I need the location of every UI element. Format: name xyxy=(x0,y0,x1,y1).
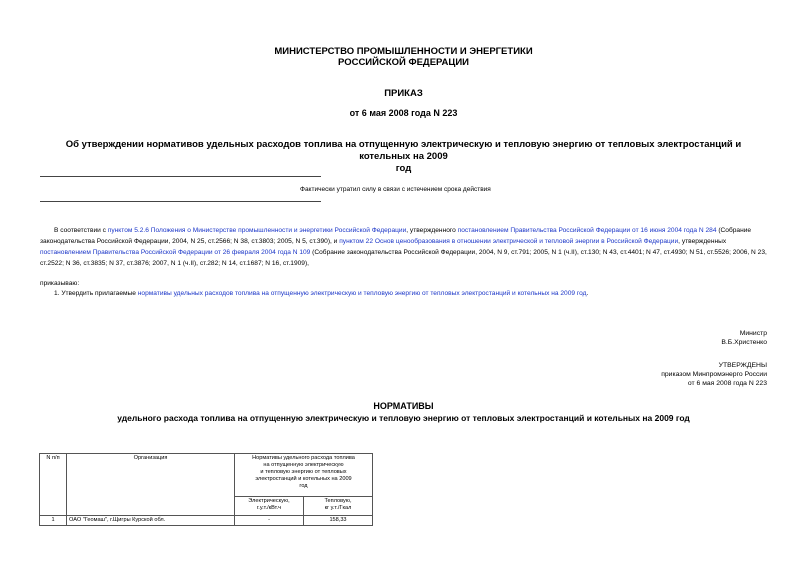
header-heat xyxy=(304,497,373,516)
link-regulation-clause[interactable]: пунктом 5.2.6 Положения о Министерстве промышленности и энергетики Российской Федерации xyxy=(107,227,407,234)
link-norms-appendix[interactable]: нормативы удельных расходов топлива на отпущенную электрическую и тепловую энергию от тепловых электростанций и котельных на 2009 год xyxy=(137,290,587,297)
preamble-text-1: В соответствии с xyxy=(54,227,108,234)
header-number: N п/п xyxy=(40,454,67,516)
order-item-1 xyxy=(54,288,768,299)
norms-table xyxy=(39,453,373,526)
header-organization: Организация xyxy=(67,454,235,516)
link-government-decree-109[interactable]: постановлением Правительства Российской Федерации от 26 февраля 2004 года N 109 xyxy=(40,249,311,256)
signer-position: Министр xyxy=(739,330,767,337)
item1-text-2: . xyxy=(586,290,589,297)
signature-block xyxy=(721,329,767,347)
norms-title: НОРМАТИВЫ xyxy=(373,401,434,411)
link-pricing-basics-clause[interactable]: пунктом 22 Основ ценообразования в отношении электрической и тепловой энергии в Российской Федерации xyxy=(339,238,679,245)
order-date: от 6 мая 2008 года N 223 xyxy=(349,108,458,118)
preamble-text-2: , утвержденного xyxy=(406,227,458,234)
ministry-line-1: МИНИСТЕРСТВО ПРОМЫШЛЕННОСТИ И ЭНЕРГЕТИКИ xyxy=(274,46,533,57)
cell-number: 1 xyxy=(40,516,67,526)
item1-text-1: 1. Утвердить прилагаемые xyxy=(54,290,138,297)
header-norms xyxy=(235,454,373,497)
table-row xyxy=(40,516,373,526)
divider-bottom xyxy=(40,201,321,202)
header-electric xyxy=(235,497,304,516)
header-heat-line-2: кг у.т./Гкал xyxy=(324,505,352,511)
approval-line-3: от 6 мая 2008 года N 223 xyxy=(687,380,767,387)
document-title xyxy=(40,139,767,175)
title-line-1: Об утверждении нормативов удельных расходов топлива на отпущенную электрическую и тепловую энергию от тепловых электростанций и котельных на 2009 xyxy=(65,139,742,162)
cell-organization: ОАО "Геомаш", г.Щигры Курской обл. xyxy=(67,516,235,526)
preamble-text-5: (Собрание законодательства Российской Федерации, 2004, N 9, ст.791; 2005, N 1 (ч.II), ст.130; N 43, ст.4401; N 47, ст.4930; N 51, ст.5526; 2006, N 23, ст.2522; N 36, ст.3835; N 37, ст.3876; 2007, N 1 (ч.II), ст.282; N 14, ст.1687; N 16, ст.1909), xyxy=(40,249,767,267)
preamble-paragraph xyxy=(40,225,768,269)
title-line-2: год xyxy=(395,163,412,174)
divider-top xyxy=(40,176,321,177)
header-electric-line-1: Электрическую, xyxy=(248,498,290,504)
preamble-text-4: , утвержденных xyxy=(678,238,727,245)
cell-heat: 158,33 xyxy=(304,516,373,526)
link-government-decree-284[interactable]: постановлением Правительства Российской Федерации от 16 июня 2004 года N 284 xyxy=(457,227,717,234)
signer-name: В.Б.Христенко xyxy=(721,339,767,346)
approval-line-1: УТВЕРЖДЕНЫ xyxy=(718,362,767,369)
header-norms-line-2: на отпущенную электрическую xyxy=(263,462,344,468)
header-norms-line-4: электростанций и котельных на 2009 xyxy=(255,476,352,482)
cell-electric: - xyxy=(235,516,304,526)
table-header-row xyxy=(40,454,373,497)
header-heat-line-1: Тепловую, xyxy=(324,498,352,504)
status-note: Фактически утратил силу в связи с истечением срока действия xyxy=(300,186,491,193)
header-electric-line-2: г.у.т./кВт.ч xyxy=(256,505,282,511)
ministry-line-2: РОССИЙСКОЙ ФЕДЕРАЦИИ xyxy=(337,57,469,68)
order-word: приказываю: xyxy=(40,280,80,287)
header-norms-line-5: год xyxy=(299,483,308,489)
header-norms-line-1: Нормативы удельного расхода топлива xyxy=(252,455,355,461)
norms-subtitle: удельного расхода топлива на отпущенную электрическую и тепловую энергию от тепловых электростанций и котельных на 2009 год xyxy=(117,413,690,423)
approval-line-2: приказом Минпромэнерго России xyxy=(661,371,767,378)
header-norms-line-3: и тепловую энергию от тепловых xyxy=(260,469,347,475)
order-heading: ПРИКАЗ xyxy=(384,88,423,99)
ministry-header xyxy=(0,46,807,68)
approval-block xyxy=(661,361,767,388)
preamble-text-3: (Собрание законодательства Российской Федерации, 2004, N 25, ст.2566; N 38, ст.3803; 2005, N 5, ст.390), и xyxy=(40,227,752,245)
